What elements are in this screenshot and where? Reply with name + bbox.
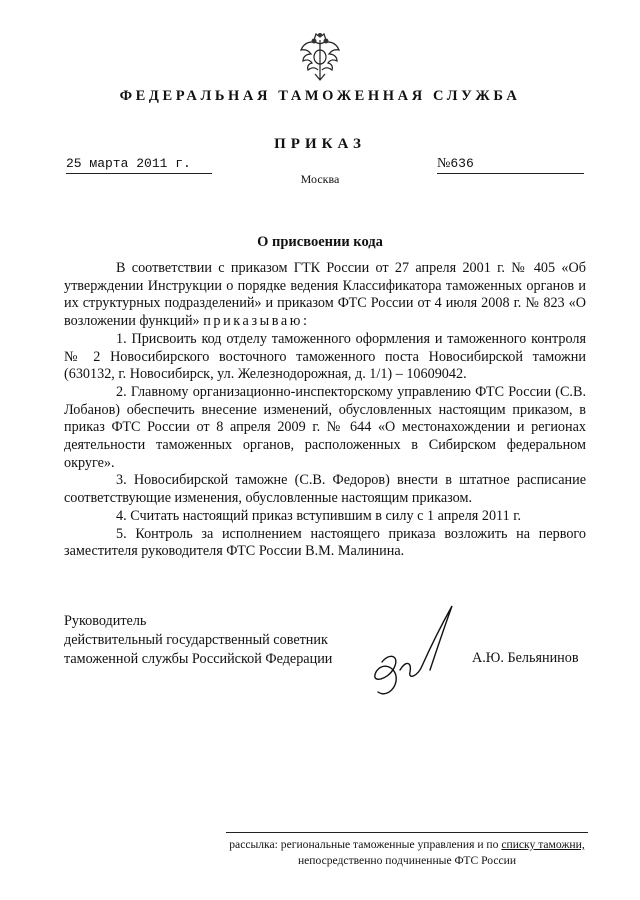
document-type: ПРИКАЗ — [274, 136, 366, 152]
intro-keyword: приказываю: — [203, 313, 310, 330]
item-4: 4. Считать настоящий приказ вступившим в силу с 1 апреля 2011 г. — [116, 507, 522, 524]
distribution-list — [226, 832, 588, 869]
handwritten-signature — [360, 600, 470, 710]
agency-name: ФЕДЕРАЛЬНАЯ ТАМОЖЕННАЯ СЛУЖБА — [119, 88, 521, 104]
coat-of-arms-icon — [298, 30, 342, 84]
order-date: 25 марта 2011 г. — [66, 155, 212, 174]
distribution-link: списку таможни, — [501, 838, 585, 851]
item-5: 5. Контроль за исполнением настоящего приказа возложить на первого заместителя руководителя ФТС России В.М. Малинина. — [64, 525, 586, 560]
number-value: 636 — [450, 156, 474, 171]
intro-paragraph — [64, 260, 586, 331]
item-2: 2. Главному организационно-инспекторскому управлению ФТС России (С.В. Лобанов) обеспечить внесение изменений, обусловленных настоящим приказом, в приказ ФТС России от 8 апреля 2009 г. № 644 «О местонахождении и регионах деятельности таможенных органов, расположенных в Сибирском федеральном округе». — [64, 383, 586, 471]
signer-name: А.Ю. Бельянинов — [472, 650, 579, 666]
signer-line-2: действительный государственный советник — [64, 632, 328, 649]
order-body — [64, 260, 586, 561]
distribution-text: рассылка: региональные таможенные управления и по — [229, 838, 502, 851]
item-1: 1. Присвоить код отделу таможенного оформления и таможенного контроля № 2 Новосибирского восточного таможенного поста Новосибирской таможни (630132, г. Новосибирск, ул. Железнодорожная, д. 1/1) – 10609042. — [64, 330, 586, 383]
intro-text: В соответствии с приказом ГТК России от 27 апреля 2001 г. № 405 «Об утверждении Инструкции о порядке ведения Классификатора таможенных органов и их структурных подразделений» и приказом ФТС России от 4 июля 2008 г. № 823 «О возложении функций» — [64, 260, 586, 330]
number-sign: № — [437, 156, 451, 171]
city: Москва — [300, 172, 340, 186]
signer-title — [64, 612, 384, 670]
signer-line-1: Руководитель — [64, 613, 147, 629]
order-subject: О присвоении кода — [257, 234, 383, 250]
distribution-line-1 — [226, 837, 588, 853]
signer-line-3: таможенной службы Российской Федерации — [64, 651, 333, 668]
distribution-line-2: непосредственно подчиненные ФТС России — [297, 854, 517, 867]
item-3: 3. Новосибирской таможне (С.В. Федоров) внести в штатное расписание соответствующие изменения, обусловленные настоящим приказом. — [64, 472, 586, 507]
